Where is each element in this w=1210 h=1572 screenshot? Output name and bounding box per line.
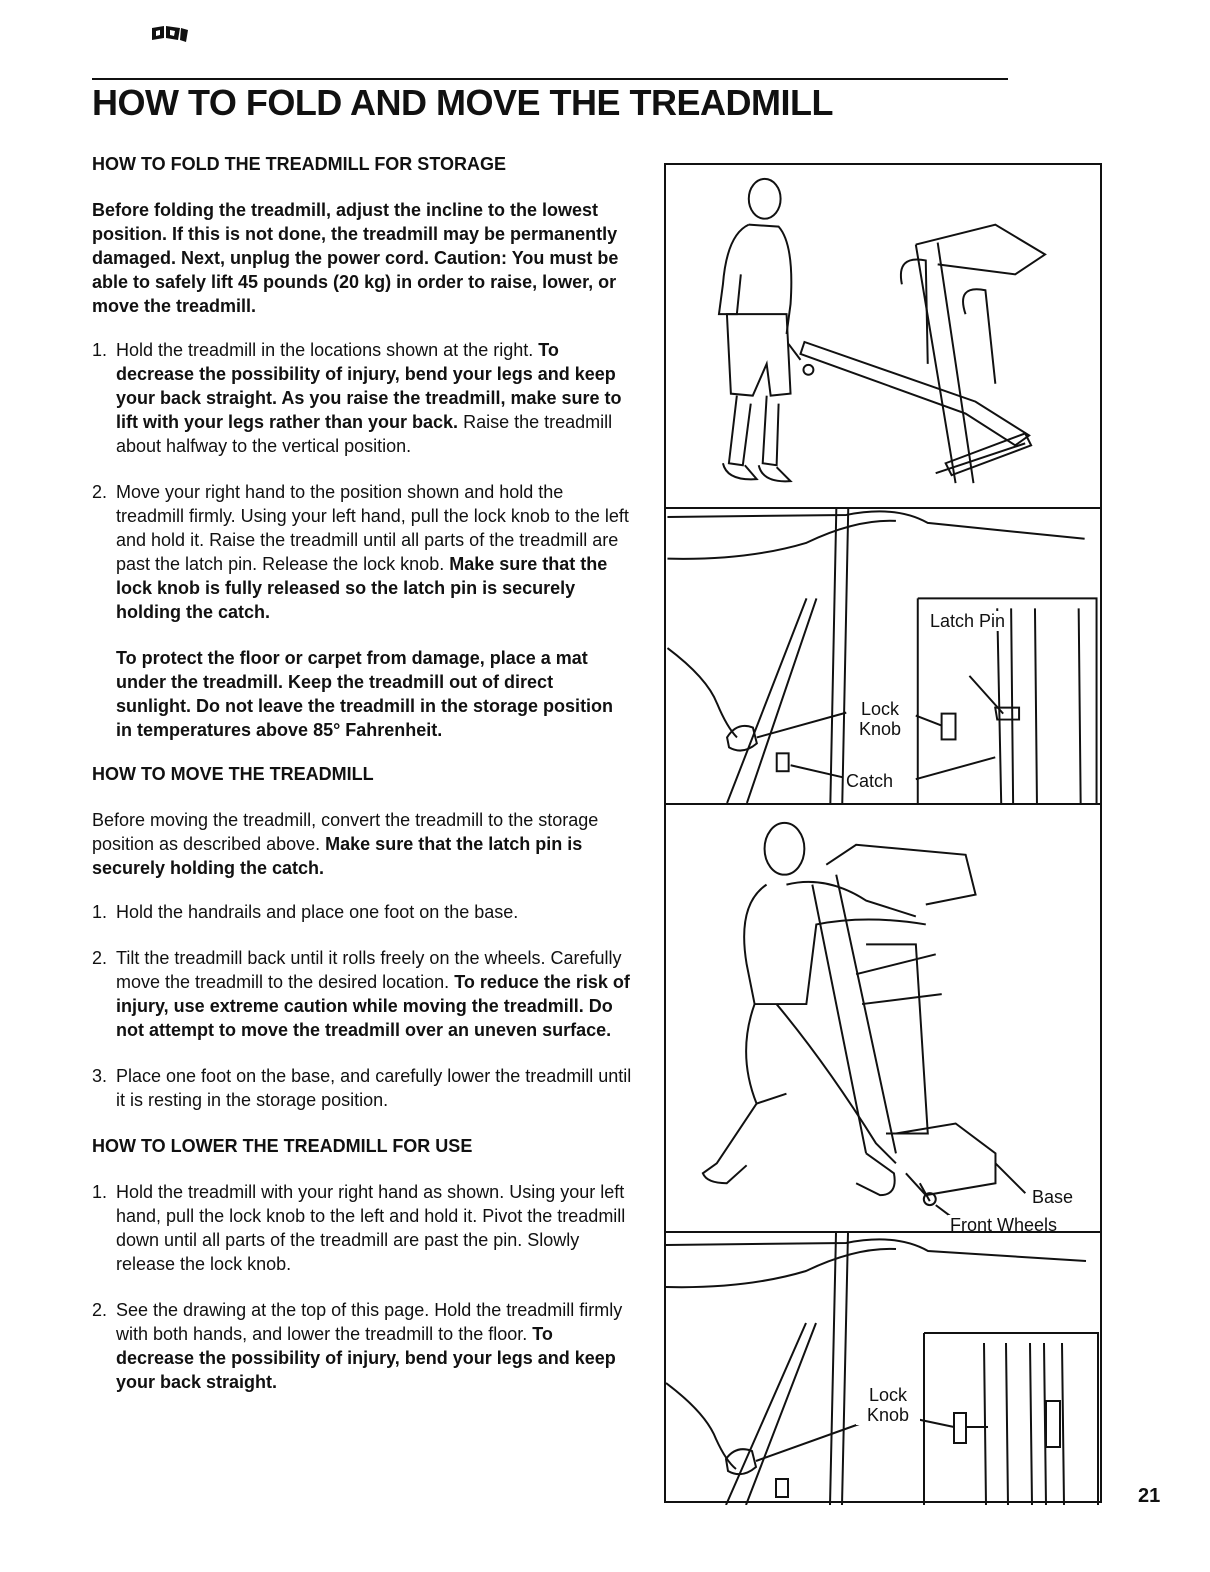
- list-item: 1. Hold the treadmill in the locations shown at the right. To decrease the possibility of injury, bend your legs and keep your back straight. As you raise the treadmill, make sure to lift with your legs rather than your back. Raise the treadmill about halfway to the vertical position.: [92, 340, 622, 456]
- lock-knob-label: Lock Knob: [848, 699, 912, 739]
- list-item: 1. Hold the handrails and place one foot on the base.: [92, 902, 519, 922]
- lift-illustration: [666, 165, 1100, 507]
- page-number: 21: [1138, 1485, 1161, 1507]
- base-label: Base: [1032, 1187, 1074, 1207]
- lower-heading: HOW TO LOWER THE TREADMILL FOR USE: [92, 1136, 473, 1156]
- lower-steps: [92, 1180, 632, 1394]
- move-illustration: [666, 805, 1100, 1231]
- lower-illustration: [666, 1233, 1100, 1505]
- move-heading: HOW TO MOVE THE TREADMILL: [92, 764, 374, 784]
- front-wheels-label: Front Wheels: [950, 1215, 1058, 1233]
- brand-logo: [150, 22, 190, 44]
- figure-lift: [666, 165, 1100, 509]
- fold-heading: HOW TO FOLD THE TREADMILL FOR STORAGE: [92, 154, 506, 174]
- move-steps: [92, 900, 632, 1112]
- instructions-column: [92, 152, 632, 1416]
- lock-knob-label: Lock Knob: [856, 1385, 920, 1425]
- figure-lower: [666, 1233, 1100, 1505]
- list-item: 1. Hold the treadmill with your right hand as shown. Using your left hand, pull the lock knob to the left and hold it. Pivot the treadmill down until all parts of the treadmill are past the pin. Slowly release the lock knob.: [92, 1182, 626, 1274]
- figure-panel: [664, 163, 1102, 1503]
- fold-intro: Before folding the treadmill, adjust the incline to the lowest position. If this is not done, the treadmill may be permanently damaged. Next, unplug the power cord. Caution: You must be able to safely lift 45 pounds (20 kg) in order to raise, lower, or move the treadmill.: [92, 200, 619, 316]
- fold-protect-note: To protect the floor or carpet from damage, place a mat under the treadmill. Keep the treadmill out of direct sunlight. Do not leave the treadmill in the storage position in temperatures above 85° Fahrenheit.: [116, 648, 614, 740]
- list-item: 3. Place one foot on the base, and carefully lower the treadmill until it is resting in the storage position.: [92, 1066, 632, 1110]
- list-item: 2. Tilt the treadmill back until it rolls freely on the wheels. Carefully move the treadmill to the desired location. To reduce the risk of injury, use extreme caution while moving the treadmill. Do not attempt to move the treadmill over an uneven surface.: [92, 948, 630, 1040]
- page-title: HOW TO FOLD AND MOVE THE TREADMILL: [92, 82, 833, 123]
- figure-latch: [666, 509, 1100, 805]
- catch-label: Catch: [846, 771, 894, 791]
- move-intro: Before moving the treadmill, convert the treadmill to the storage position as described above. Make sure that the latch pin is securely holding the catch.: [92, 810, 599, 878]
- fold-steps: [92, 338, 632, 624]
- latch-pin-label: Latch Pin: [930, 611, 1006, 631]
- latch-illustration: [666, 509, 1100, 803]
- list-item: 2. See the drawing at the top of this page. Hold the treadmill firmly with both hands, and lower the treadmill to the floor. To decrease the possibility of injury, bend your legs and keep your back straight.: [92, 1300, 623, 1392]
- title-rule: [92, 78, 1008, 80]
- list-item: 2. Move your right hand to the position shown and hold the treadmill firmly. Using your left hand, pull the lock knob to the left and hold it. Raise the treadmill until all parts of the treadmill are past the latch pin. Release the lock knob. Make sure that the lock knob is fully released so the latch pin is securely holding the catch.: [92, 482, 629, 622]
- figure-move: [666, 805, 1100, 1233]
